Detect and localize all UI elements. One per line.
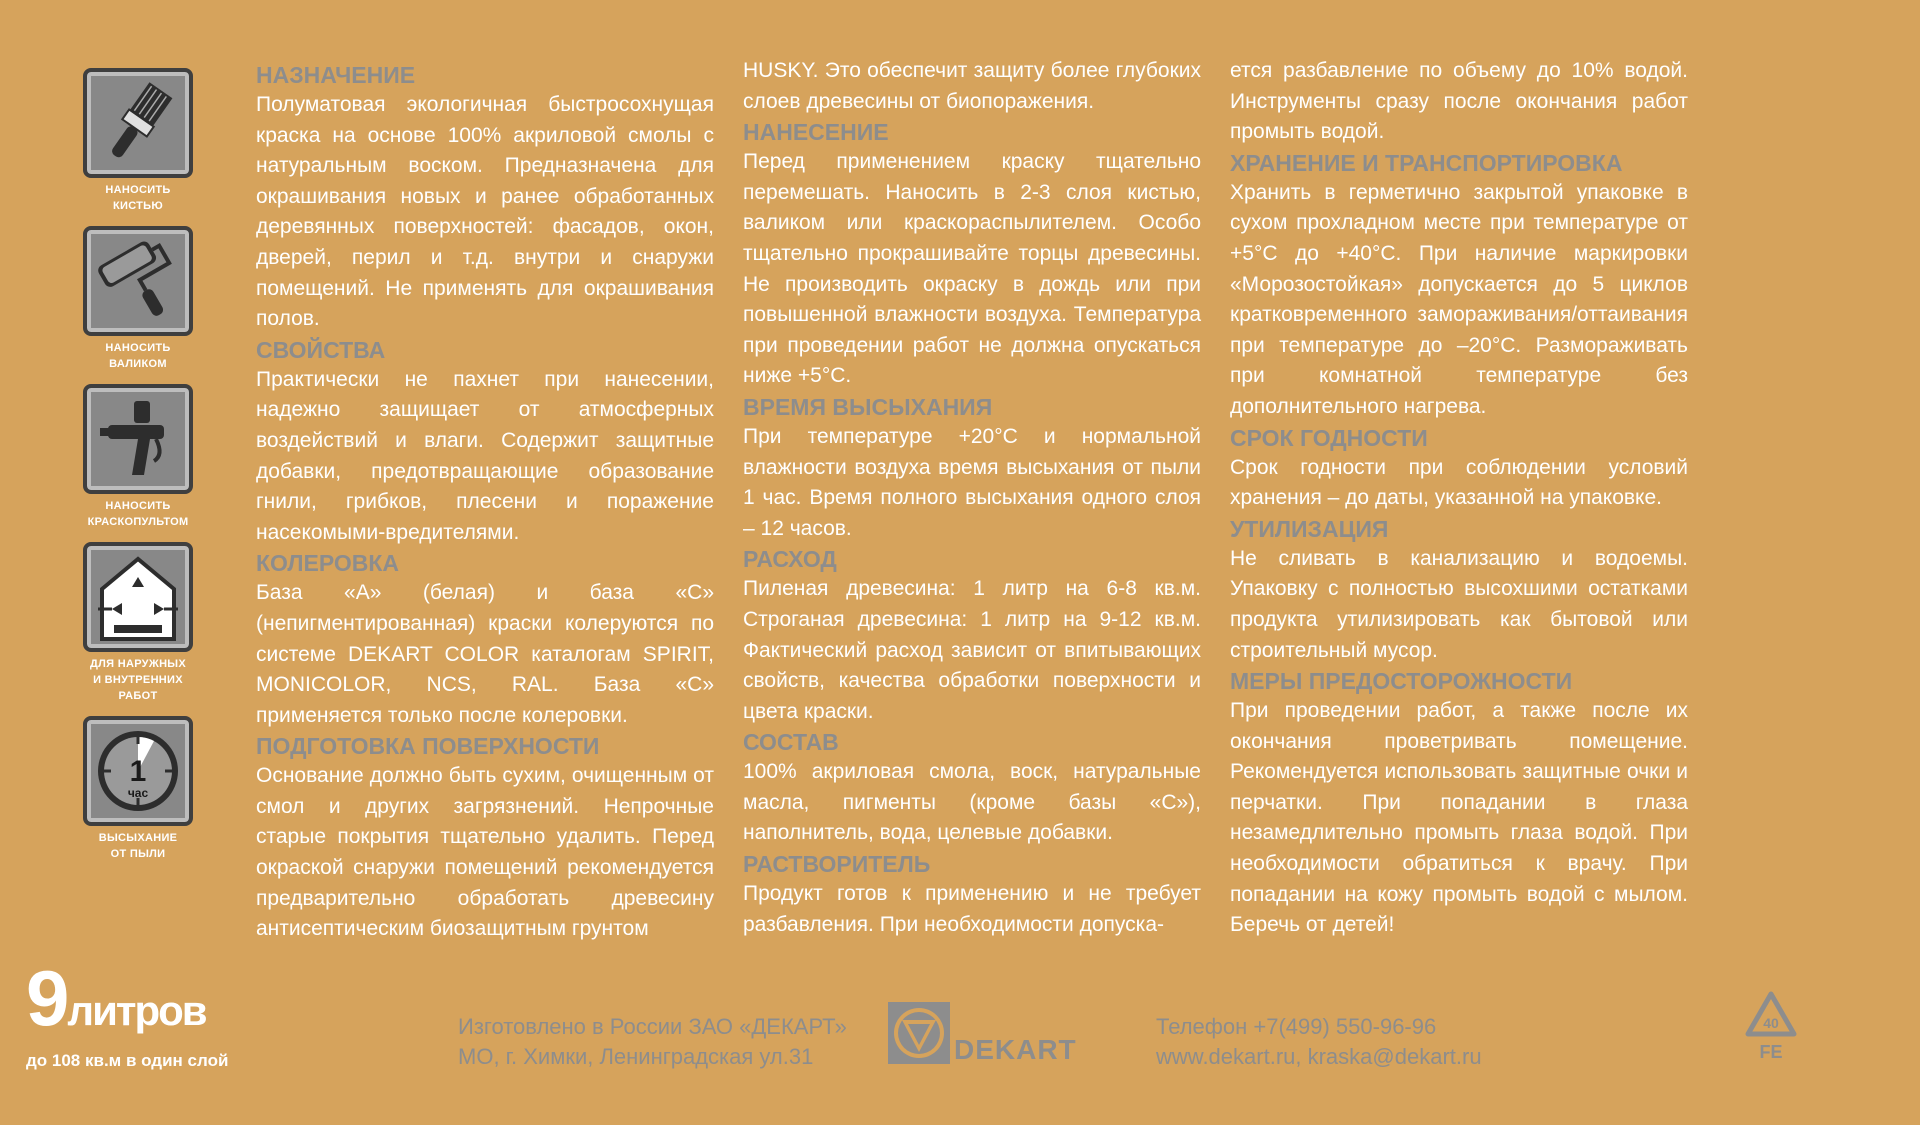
section-heading-consumption: РАСХОД xyxy=(743,546,837,573)
section-text: Пиленая древесина: 1 литр на 6-8 кв.м. Строганая древесина: 1 литр на 9-12 кв.м. Фактический расход зависит от впитывающих свойств, качества обработки поверхности и цвета краски. xyxy=(743,577,1201,723)
section-heading-application: НАНЕСЕНИЕ xyxy=(743,119,889,146)
section-heading-properties: СВОЙСТВА xyxy=(256,336,386,363)
section-heading-precautions: МЕРЫ ПРЕДОСТОРОЖНОСТИ xyxy=(1230,668,1573,695)
section-heading-purpose: НАЗНАЧЕНИЕ xyxy=(256,62,416,88)
section-text: ется разбавление по объему до 10% водой. Инструменты сразу после окончания работ промыть водой. xyxy=(1230,59,1688,144)
dekart-logo-icon xyxy=(888,1002,950,1064)
section-text: Перед применением краску тщательно перемешать. Наносить в 2-3 слоя кистью, валиком или краскораспылителем. Особо тщательно прокрашивайте торцы древесины. Не производить окраску в дождь или при повышенной влажности воздуха. Температура при проведении работ не должна опускаться ниже +5°С. xyxy=(743,150,1201,388)
icon-caption: НАНОСИТЬ ВАЛИКОМ xyxy=(105,342,171,370)
svg-text:40: 40 xyxy=(1763,1015,1779,1031)
section-heading-composition: СОСТАВ xyxy=(743,729,839,756)
section-text: База «А» (белая) и база «С» (непигментированная) краски колеруются по системе DEKART COLOR каталогам SPIRIT, MONICOLOR, NCS, RAL. База «С» применяется только после колеровки. xyxy=(256,581,714,727)
volume-unit: литров xyxy=(67,987,206,1034)
spray-gun-icon xyxy=(83,384,193,494)
section-heading-disposal: УТИЛИЗАЦИЯ xyxy=(1230,515,1389,542)
clock-icon xyxy=(83,716,193,826)
volume-label xyxy=(26,954,229,1071)
svg-text:час: час xyxy=(127,786,149,800)
section-heading-preparation: ПОДГОТОВКА ПОВЕРХНОСТИ xyxy=(256,733,600,760)
section-text: Продукт готов к применению и не требует разбавления. При необходимости допуска- xyxy=(743,882,1201,936)
usage-icons xyxy=(76,68,200,874)
section-text: Основание должно быть сухим, очищенным от смол и других загрязнений. Непрочные старые покрытия тщательно удалить. Перед окраской снаружи помещений рекомендуется предварительно обработать древесину антисептическим биозащитным грунтом xyxy=(256,764,714,941)
manufacturer-info xyxy=(458,1012,847,1072)
brush-icon xyxy=(83,68,193,178)
icon-caption: ДЛЯ НАРУЖНЫХ И ВНУТРЕННИХ РАБОТ xyxy=(89,658,187,702)
icon-caption: ВЫСЫХАНИЕ ОТ ПЫЛИ xyxy=(98,832,178,860)
dekart-logo xyxy=(888,1002,1077,1064)
roller-icon xyxy=(83,226,193,336)
text-column-3 xyxy=(1230,56,1688,941)
house-icon xyxy=(83,542,193,652)
contacts xyxy=(1156,1012,1482,1072)
section-text: Хранить в герметично закрытой упаковке в сухом прохладном месте при температуре от +5°С до +40°С. При наличие маркировки «Морозостойкая» допускается до 5 циклов кратковременного замораживания/оттаивания при температуре до –20°С. Размораживать при комнатной температуре без дополнительного нагрева. xyxy=(1230,180,1688,418)
section-heading-drying-time: ВРЕМЯ ВЫСЫХАНИЯ xyxy=(743,393,993,420)
svg-text:1: 1 xyxy=(129,755,147,788)
section-heading-shelf-life: СРОК ГОДНОСТИ xyxy=(1230,424,1428,451)
section-text: Не сливать в канализацию и водоемы. Упаковку с полностью высохшими остатками продукта утилизировать как бытовой или строительный мусор. xyxy=(1230,546,1688,662)
text-column-1 xyxy=(256,60,714,945)
logo-text: DEKART xyxy=(954,1034,1077,1065)
section-text: При температуре +20°С и нормальной влажности воздуха время высыхания от пыли 1 час. Время полного высыхания одного слоя – 12 часов. xyxy=(743,424,1201,540)
volume-number: 9 xyxy=(26,954,68,1042)
section-text: Срок годности при соблюдении условий хранения – до даты, указанной на упаковке. xyxy=(1230,455,1688,510)
address-line: МО, г. Химки, Ленинградская ул.31 xyxy=(458,1044,814,1069)
icon-clock-block xyxy=(76,716,200,862)
text-column-2 xyxy=(743,56,1201,940)
phone: Телефон +7(499) 550-96-96 xyxy=(1156,1014,1437,1039)
manufacturer-line: Изготовлено в России ЗАО «ДЕКАРТ» xyxy=(458,1014,847,1039)
recycle-icon xyxy=(1736,990,1806,1071)
icon-spray-block xyxy=(76,384,200,530)
svg-text:FE: FE xyxy=(1759,1042,1783,1062)
icon-house-block xyxy=(76,542,200,704)
section-text: HUSKY. Это обеспечит защиту более глубоких слоев древесины от биопоражения. xyxy=(743,59,1201,113)
website-email: www.dekart.ru, kraska@dekart.ru xyxy=(1156,1044,1482,1069)
section-text: При проведении работ, а также после их окончания проветривать помещение. Рекомендуется использовать защитные очки и перчатки. При попадании в глаза незамедлительно промыть глаза водой. При необходимости обратиться к врачу. При попадании на кожу промыть водой с мылом. Беречь от детей! xyxy=(1230,699,1688,937)
icon-roller-block xyxy=(76,226,200,372)
coverage-text: до 108 кв.м в один слой xyxy=(26,1051,229,1070)
section-heading-storage: ХРАНЕНИЕ И ТРАНСПОРТИРОВКА xyxy=(1230,149,1623,176)
section-text: Практически не пахнет при нанесении, надежно защищает от атмосферных воздействий и влаги. Содержит защитные добавки, предотвращающие образование гнили, грибков, плесени и поражение насекомыми-вредителями. xyxy=(256,367,714,544)
icon-caption: НАНОСИТЬ КИСТЬЮ xyxy=(105,184,171,212)
icon-caption: НАНОСИТЬ КРАСКОПУЛЬТОМ xyxy=(87,500,189,528)
section-text: Полуматовая экологичная быстросохнущая краска на основе 100% акриловой смолы с натуральным воском. Предназначена для окрашивания новых и ранее обработанных деревянных поверхностей: фасадов, окон, дверей, перил и т.д. внутри и снаружи помещений. Не применять для окрашивания полов. xyxy=(256,93,714,331)
footer xyxy=(0,954,1920,1080)
icon-brush-block xyxy=(76,68,200,214)
section-heading-solvent: РАСТВОРИТЕЛЬ xyxy=(743,851,931,878)
section-text: 100% акриловая смола, воск, натуральные масла, пигменты (кроме базы «С»), наполнитель, вода, целевые добавки. xyxy=(743,760,1201,845)
section-heading-tinting: КОЛЕРОВКА xyxy=(256,550,400,577)
